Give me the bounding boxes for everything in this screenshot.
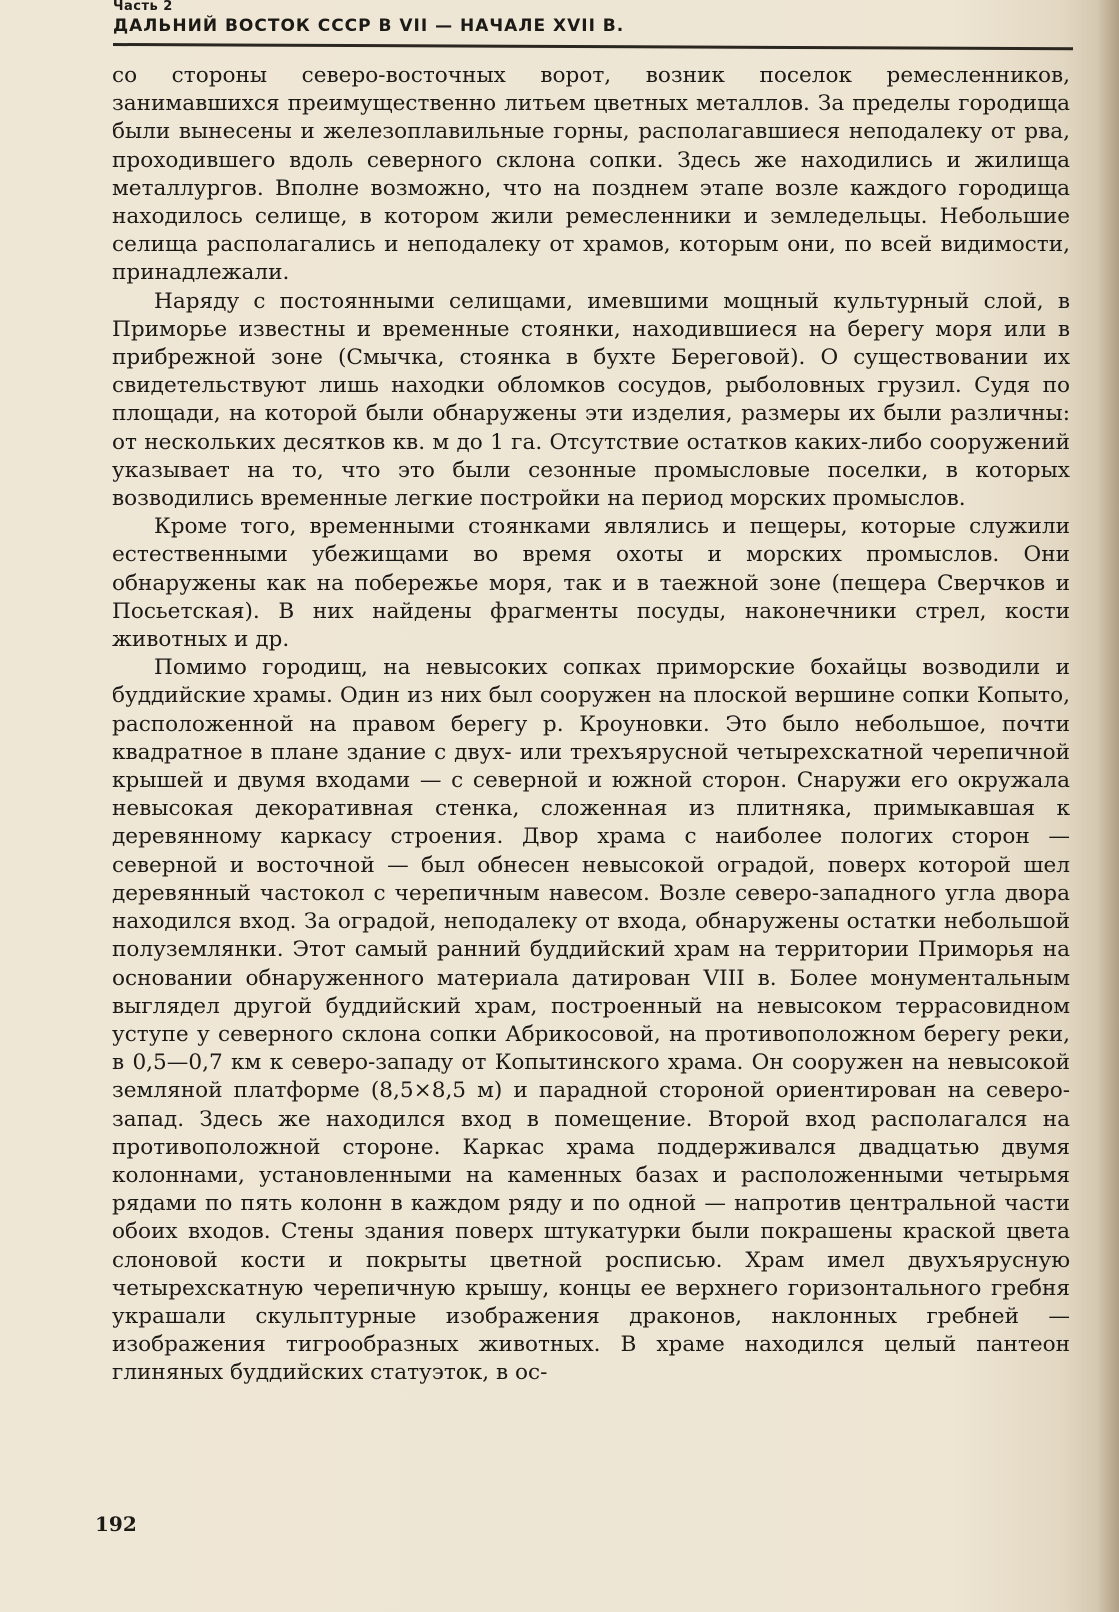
body-text: [112, 62, 1070, 1388]
page-number: 192: [95, 1512, 137, 1536]
paragraph-2: Наряду с постоянными селищами, имевшими мощный культурный слой, в Приморье известны и временные стоянки, находившиеся на берегу моря или в прибрежной зоне (Смычка, стоянка в бухте Береговой). О существовании их свидетельствуют лишь находки обломков сосудов, рыболовных грузил. Судя по площади, на которой были обнаружены эти изделия, размеры их были различны: от нескольких десятков кв. м до 1 га. Отсутствие остатков каких-либо сооружений указывает на то, что это были сезонные промысловые поселки, в которых возводились временные легкие постройки на период морских промыслов.: [112, 288, 1070, 512]
running-header-title: ДАЛЬНИЙ ВОСТОК СССР В VII — НАЧАЛЕ XVII В.: [113, 16, 625, 36]
page-edge-shadow: [1097, 0, 1119, 1612]
running-header: [113, 0, 1073, 36]
header-rule: [113, 43, 1073, 50]
paragraph-1: со стороны северо-восточных ворот, возник поселок ремесленников, занимавшихся преимущественно литьем цветных металлов. За пределы городища были вынесены и железоплавильные горны, располагавшиеся неподалеку от рва, проходившего вдоль северного склона сопки. Здесь же находились и жилища металлургов. Вполне возможно, что на позднем этапе возле каждого городища находилось селище, в котором жили ремесленники и земледельцы. Небольшие селища располагались и неподалеку от храмов, которым они, по всей видимости, принадлежали.: [112, 63, 1070, 286]
running-header-part: Часть 2: [113, 0, 173, 14]
paragraph-3: Кроме того, временными стоянками являлись и пещеры, которые служили естественными убежищами во время охоты и морских промыслов. Они обнаружены как на побережье моря, так и в таежной зоне (пещера Сверчков и Посьетская). В них найдены фрагменты посуды, наконечники стрел, кости животных и др.: [112, 514, 1070, 653]
paragraph-4: Помимо городищ, на невысоких сопках приморские бохайцы возводили и буддийские храмы. Один из них был сооружен на плоской вершине сопки Копыто, расположенной на правом берегу р. Кроуновки. Это было небольшое, почти квадратное в плане здание с двух- или трехъярусной четырехскатной черепичной крышей и двумя входами — с северной и южной сторон. Снаружи его окружала невысокая декоративная стенка, сложенная из плитняка, примыкавшая к деревянному каркасу строения. Двор храма с наиболее пологих сторон — северной и восточной — был обнесен невысокой оградой, поверх которой шел деревянный частокол с черепичным навесом. Возле северо-западного угла двора находился вход. За оградой, неподалеку от входа, обнаружены остатки небольшой полуземлянки. Этот самый ранний буддийский храм на территории Приморья на основании обнаруженного материала датирован VIII в. Более монументальным выглядел другой буддийский храм, построенный на невысоком террасовидном уступе у северного склона сопки Абрикосовой, на противоположном берегу реки, в 0,5—0,7 км к северо-западу от Копытинского храма. Он сооружен на невысокой земляной платформе (8,5×8,5 м) и парадной стороной ориентирован на северо-запад. Здесь же находился вход в помещение. Второй вход располагался на противоположной стороне. Каркас храма поддерживался двадцатью двумя колоннами, установленными на каменных базах и расположенными четырьмя рядами по пять колонн в каждом ряду и по одной — напротив центральной части обоих входов. Стены здания поверх штукатурки были покрашены краской цвета слоновой кости и покрыты цветной росписью. Храм имел двухъярусную четырехскатную черепичную крышу, концы ее верхнего горизонтального гребня украшали скульптурные изображения драконов, наклонных гребней — изображения тигрообразных животных. В храме находился целый пантеон глиняных буддийских статуэток, в ос-: [112, 655, 1070, 1386]
